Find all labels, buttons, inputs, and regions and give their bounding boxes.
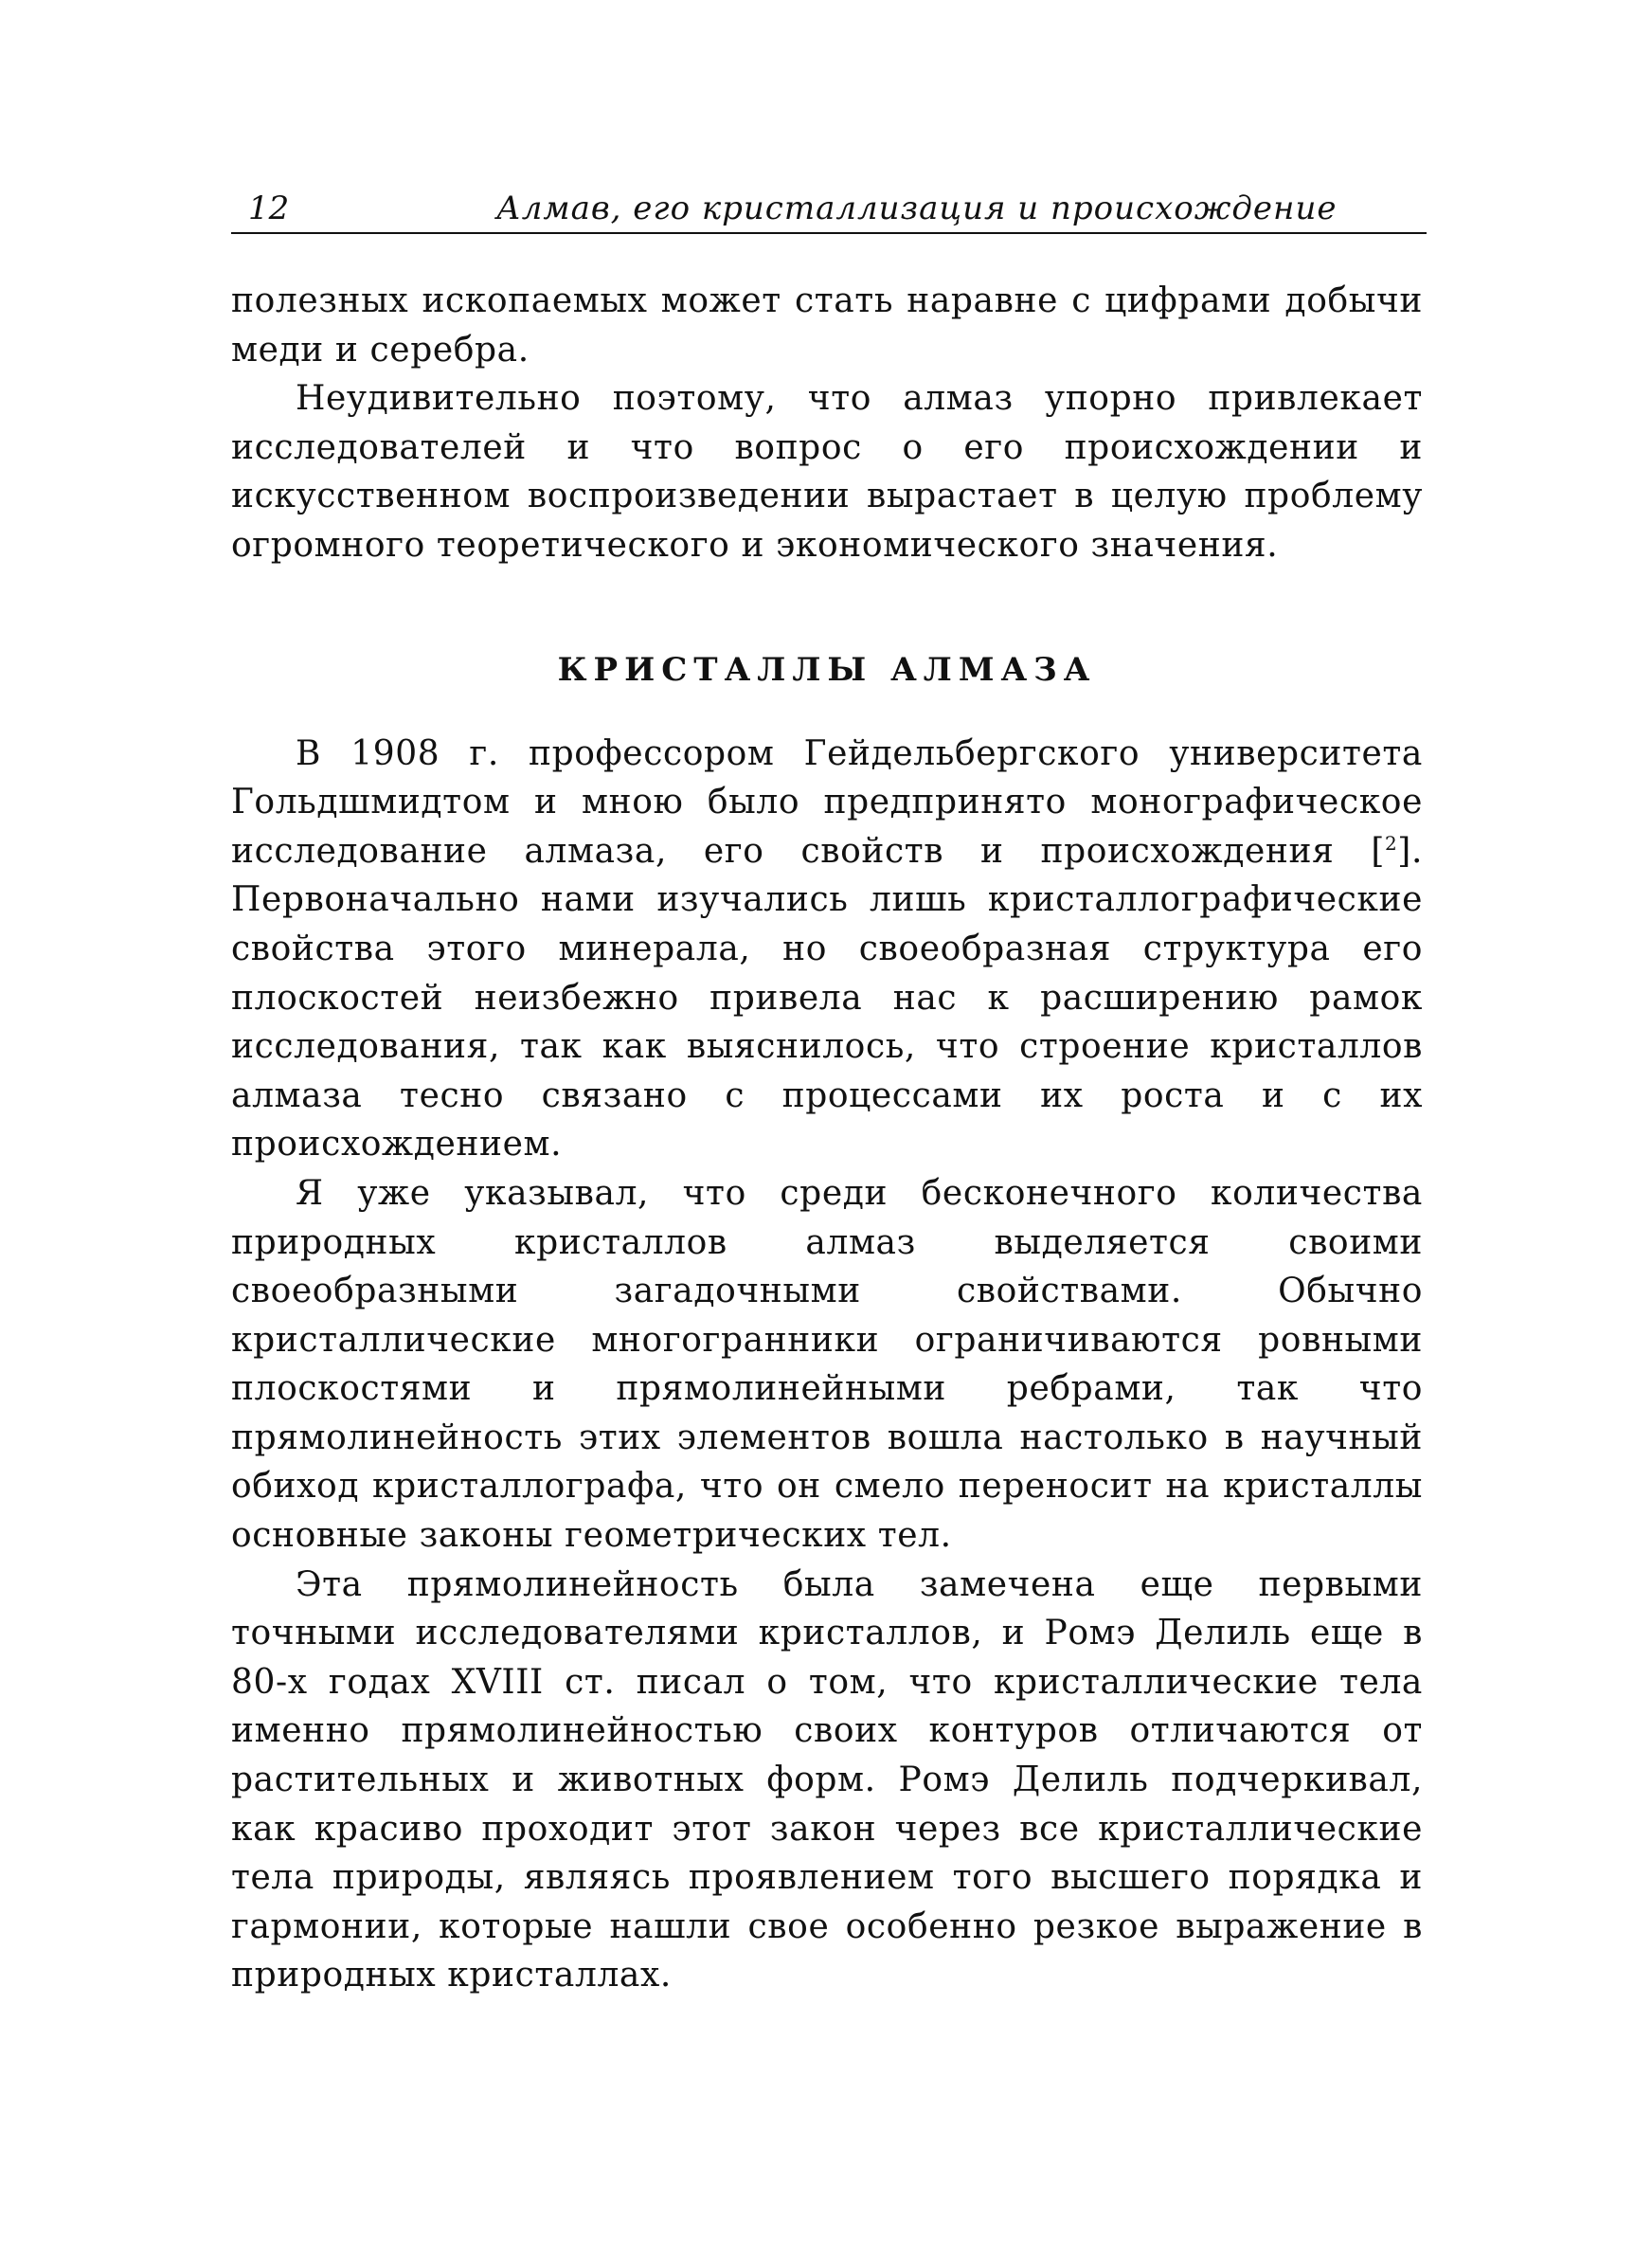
paragraph-text: В 1908 г. профессором Гейдельбергского университета Гольдшмидтом и мною было предпринято монографическое исследование алмаза, его свойств и происхождения [ [231,733,1423,871]
paragraph-continued: полезных ископаемых может стать наравне с цифрами добычи меди и серебра. [231,281,1423,370]
page-number: 12 [248,190,290,227]
main-text [231,277,1423,2000]
paragraph: Эта прямолинейность была замечена еще первыми точными исследователями кристаллов, и Ромэ Делиль еще в 80-х годах XVIII ст. писал о том, что кристаллические тела именно прямолинейностью своих контуров отличаются от растительных и животных форм. Ромэ Делиль подчеркивал, как красиво проходит этот закон через все кристаллические тела природы, являясь проявлением того высшего порядка и гармонии, которые нашли свое особенно резкое выражение в природных кристаллах. [231,1564,1423,1995]
header-rule [231,232,1427,234]
running-title: Алмав, его кристаллизация и происхождение [496,190,1338,227]
running-head [248,182,1425,235]
paragraph-text: ]. Первоначально нами изучались лишь кристаллографические свойства этого минерала, но своеобразная структура его плоскостей неизбежно привела нас к расширению рамок исследования, так как выяснилось, что строение кристаллов алмаза тесно связано с процессами их роста и с их происхождением. [231,831,1423,1165]
paragraph: Неудивительно поэтому, что алмаз упорно привлекает исследователей и что вопрос о его происхождении и искусственном воспроизведении вырастает в целую проблему огромного теоретического и экономического значения. [231,379,1423,565]
reference-number: 2 [1384,831,1398,855]
paragraph-with-reference [231,730,1423,1169]
section-heading: КРИСТАЛЛЫ АЛМАЗА [557,650,1097,689]
paragraph: Я уже указывал, что среди бесконечного количества природных кристаллов алмаз выделяется своими своеобразными загадочными свойствами. Обычно кристаллические многогранники ограничиваются ровными плоскостями и прямолинейными ребрами, так что прямолинейность этих элементов вошла настолько в научный обиход кристаллографа, что он смело переносит на кристаллы основные законы геометрических тел. [231,1173,1423,1556]
